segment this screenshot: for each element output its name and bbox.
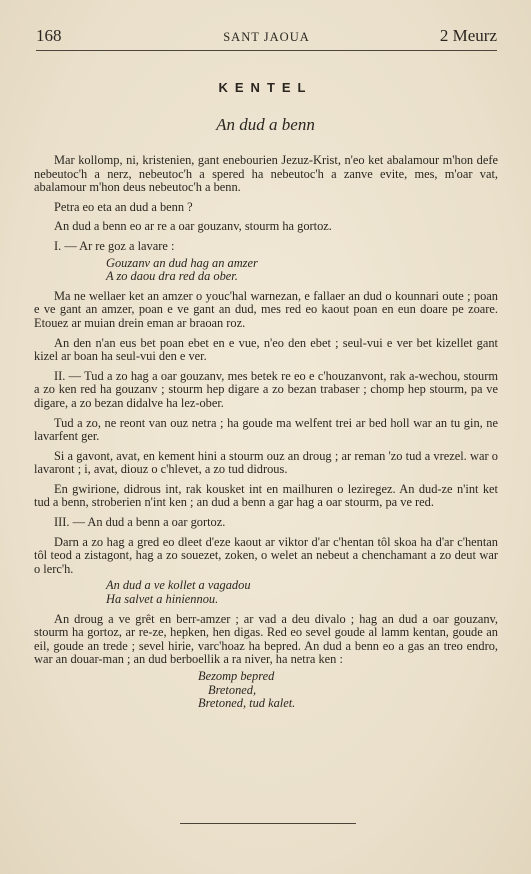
paragraph: Darn a zo hag a gred eo dleet d'eze kaout ar viktor d'ar c'hentan tôl skoa ha d'ar c'hentan tôl teod a zistagont, hag a zo souezet, zoken, o welet an nebeut a chenchamant a zo deut war o lerc'h.	[34, 534, 498, 576]
verse-line: Ha salvet a hiniennou.	[106, 592, 219, 607]
paragraph: An droug a ve grêt en berr-amzer ; ar vad a deu divalo ; hag an dud a oar gouzanv, stourm ha gortoz, ar re-ze, hepken, hen digas. Red eo sevel goude al lamm kentan, goude an eil, goude an trede ; sevel hirie, varc'hoaz ha bepred. An dud a benn eo a gas an treo endro, war an douar-man ; an dud berboellik a ra niver, ha netra ken :	[34, 611, 498, 667]
paragraph: I. — Ar re goz a lavare :	[54, 238, 175, 253]
running-title: SANT JAOUA	[223, 30, 310, 44]
paragraph: III. — An dud a benn a oar gortoz.	[54, 515, 226, 530]
verse-line: A zo daou dra red da ober.	[106, 269, 238, 284]
body-text	[34, 154, 498, 717]
verse-line: Gouzanv an dud hag an amzer	[106, 255, 258, 270]
paragraph: Tud a zo, ne reont van ouz netra ; ha goude ma welfent trei ar bed holl war an tu gin, ne lavarfent ger.	[34, 415, 498, 444]
paragraph: Ma ne wellaer ket an amzer o youc'hal warnezan, e fallaer an dud o kounnari oute ; poan e ve gant an amzer, poan e ve gant an dud, mes red eo kaout poan en eun doare pe zoare. Etouez ar muian drein eman ar braoan roz.	[34, 288, 498, 330]
running-header	[36, 26, 497, 51]
verse-block	[34, 257, 498, 284]
paragraph: Si a gavont, avat, en kement hini a stourm ouz an droug ; ar reman 'zo tud a vrezel. war o lavaront ; i, avat, diouz o c'hlevet, a zo tud didrous.	[34, 448, 498, 477]
paragraph: An dud a benn eo ar re a oar gouzanv, stourm ha gortoz.	[54, 219, 332, 234]
paragraph: An den n'an eus bet poan ebet en e vue, n'eo den ebet ; seul-vui e ver bet kizellet gant kizel ar boan ha seul-vui den e ver.	[34, 335, 498, 364]
verse-block	[34, 579, 498, 606]
paragraph: Petra eo eta an dud a benn ?	[54, 199, 193, 214]
verse-line: Bezomp bepred	[198, 669, 275, 683]
paragraph: II. — Tud a zo hag a oar gouzanv, mes betek re eo e c'houzanvont, rak a-wechou, stourm a zo ken red ha gouzanv ; stourm hep digare a zo bezan trabaser ; chomp hep stourm, pa ve digare, a zo bezan didalve ha lez-ober.	[34, 368, 498, 410]
page-number: 168	[36, 26, 62, 45]
header-date: 2 Meurz	[439, 26, 497, 45]
closing-rule	[180, 823, 356, 824]
subtitle: An dud a benn	[216, 115, 315, 134]
section-title: KENTEL	[218, 80, 313, 95]
verse-line: Bretoned, tud kalet.	[198, 696, 296, 711]
paragraph: En gwirione, didrous int, rak kousket int en mailhuren o leziregez. An dud-ze n'int ket tud a benn, stroberien n'int ken ; an dud a benn a gar hag a oar stourm, pa ve red.	[34, 481, 498, 510]
verse-block	[34, 670, 498, 711]
paragraph: Mar kollomp, ni, kristenien, gant enebourien Jezuz-Krist, n'eo ket abalamour m'hon defe nebeutoc'h a nerz, nebeutoc'h a spered ha nebeutoc'h a zanve evite, mes, m'oar vat, abalamour m'hon deus nebeutoc'h a benn.	[34, 153, 498, 195]
verse-line: An dud a ve kollet a vagadou	[106, 578, 251, 593]
verse-line: Bretoned,	[208, 682, 257, 697]
